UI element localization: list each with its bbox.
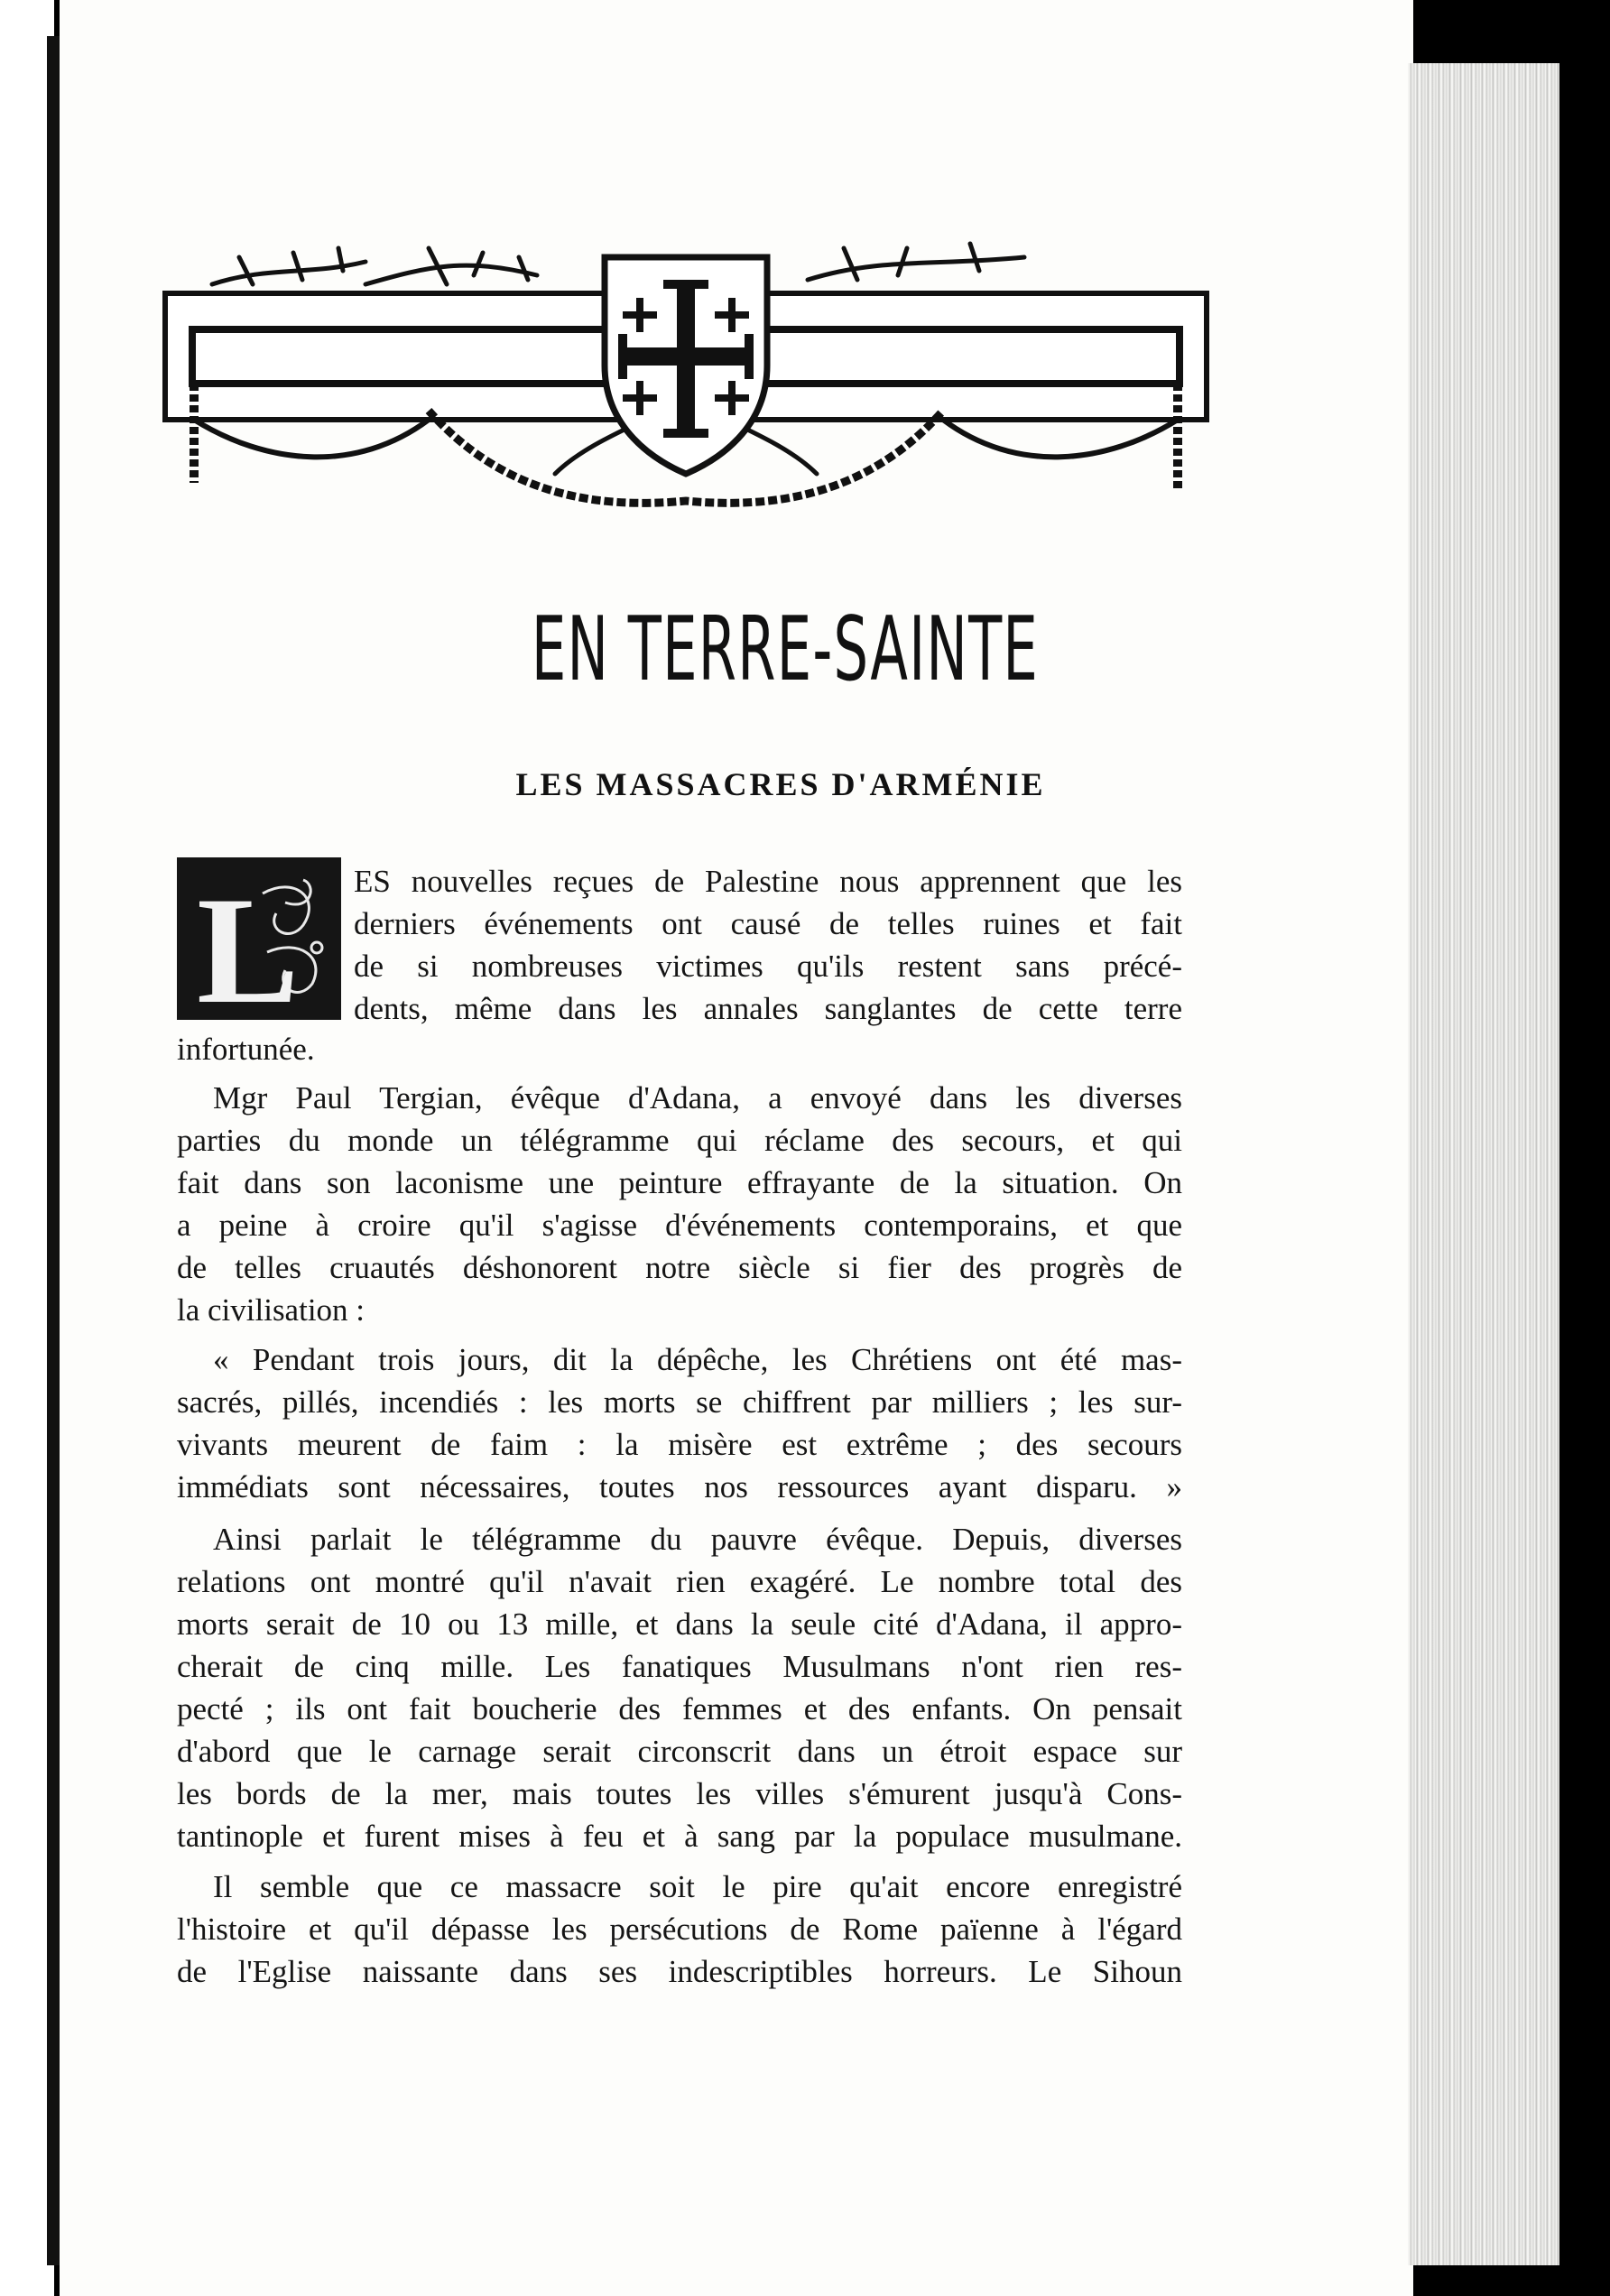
text-line: dents, même dans les annales sanglantes de cette terre <box>354 991 1182 1026</box>
text-line: l'histoire et qu'il dépasse les persécutions de Rome païenne à l'égard <box>177 1912 1182 1947</box>
previous-page-edge <box>0 0 54 2296</box>
text-line: les bords de la mer, mais toutes les villes s'émurent jusqu'à Cons- <box>177 1776 1182 1811</box>
text-line: parties du monde un télégramme qui réclame des secours, et qui <box>177 1123 1182 1158</box>
text-line: de telles cruautés déshonorent notre siècle si fier des progrès de <box>177 1250 1182 1285</box>
drape-right <box>943 420 1178 457</box>
text-line: fait dans son laconisme une peinture effrayante de la situation. On <box>177 1165 1182 1200</box>
text-line: de l'Eglise naissante dans ses indescriptibles horreurs. Le Sihoun <box>177 1954 1182 1989</box>
book-shadow <box>1559 54 1610 2274</box>
text-line: tantinople et furent mises à feu et à sang par la populace musulmane. <box>177 1819 1182 1854</box>
text-line: ES nouvelles reçues de Palestine nous apprennent que les <box>354 864 1182 899</box>
page-title: EN TERRE-SAINTE <box>531 598 1040 701</box>
text-line: Il semble que ce massacre soit le pire qu'ait encore enregistré <box>213 1869 1182 1904</box>
text-line: la civilisation : <box>177 1292 365 1328</box>
text-line: « Pendant trois jours, dit la dépêche, les Chrétiens ont été mas- <box>213 1342 1182 1377</box>
text-line: Mgr Paul Tergian, évêque d'Adana, a envoyé dans les diverses <box>213 1080 1182 1116</box>
text-line: infortunée. <box>177 1032 315 1067</box>
page-edges <box>1408 63 1561 2265</box>
text-line: vivants meurent de faim : la misère est extrême ; des secours <box>177 1427 1182 1462</box>
text-line: relations ont montré qu'il n'avait rien exagéré. Le nombre total des <box>177 1564 1182 1599</box>
text-line: cherait de cinq mille. Les fanatiques Musulmans n'ont rien res- <box>177 1649 1182 1684</box>
text-line: pecté ; ils ont fait boucherie des femmes et des enfants. On pensait <box>177 1691 1182 1727</box>
text-line: d'abord que le carnage serait circonscrit dans un étroit espace sur <box>177 1734 1182 1769</box>
drape-left <box>194 420 429 457</box>
text-line: a peine à croire qu'il s'agisse d'événements contemporains, et que <box>177 1208 1182 1243</box>
text-line: morts serait de 10 ou 13 mille, et dans la seule cité d'Adana, il appro- <box>177 1606 1182 1642</box>
headpiece-ornament <box>158 230 1214 528</box>
text-line: immédiats sont nécessaires, toutes nos ressources ayant disparu. » <box>177 1469 1182 1504</box>
book-spine <box>47 36 60 2265</box>
dropcap-ornament <box>177 857 341 1020</box>
text-line: derniers événements ont causé de telles ruines et fait <box>354 906 1182 941</box>
text-line: sacrés, pillés, incendiés : les morts se chiffrent par milliers ; les sur- <box>177 1384 1182 1420</box>
text-line: de si nombreuses victimes qu'ils restent sans précé- <box>354 949 1182 984</box>
jerusalem-cross-icon <box>618 280 754 438</box>
section-subtitle: LES MASSACRES D'ARMÉNIE <box>515 766 1046 802</box>
text-line: Ainsi parlait le télégramme du pauvre évêque. Depuis, diverses <box>213 1522 1182 1557</box>
dropcap-letter: L <box>197 866 300 1020</box>
